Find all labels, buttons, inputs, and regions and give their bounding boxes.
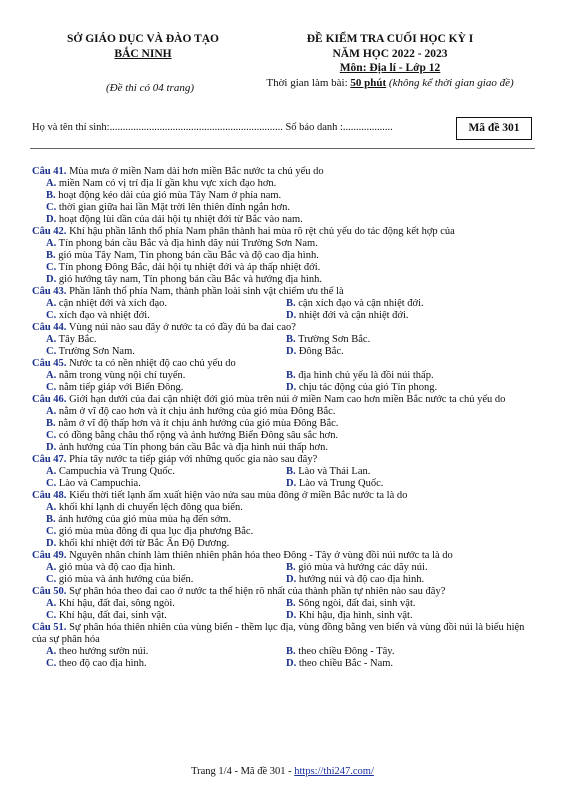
answer-option: [46, 574, 286, 586]
school-year: NĂM HỌC 2022 - 2023: [332, 47, 448, 60]
option-letter: C.: [46, 658, 57, 669]
option-text: nằm ở vĩ độ thấp hơn và ít chịu ảnh hưởng của gió mùa Đông Bắc.: [58, 418, 339, 429]
answer-options: [32, 370, 537, 394]
question-number: Câu 42.: [32, 226, 67, 237]
option-text: theo chiều Bắc - Nam.: [298, 658, 394, 669]
option-text: ảnh hưởng của gió mùa mùa hạ đến sớm.: [58, 514, 232, 525]
question-number: Câu 44.: [32, 322, 67, 333]
option-letter: B.: [46, 250, 56, 261]
answer-option: [46, 250, 537, 262]
question-item: [32, 586, 537, 622]
option-letter: D.: [286, 610, 297, 621]
page-footer: [0, 766, 565, 777]
option-row: [46, 298, 537, 310]
question-item: [32, 622, 537, 670]
option-letter: A.: [46, 238, 57, 249]
question-number: Câu 41.: [32, 166, 67, 177]
question-text: Phần lãnh thổ phía Nam, thành phần loài sinh vật chiếm ưu thế là: [69, 286, 344, 297]
option-text: Lào và Campuchia.: [58, 478, 141, 489]
option-text: ảnh hưởng của Tín phong bán cầu Bắc và địa hình núi thấp hơn.: [58, 442, 328, 453]
question-list: [32, 166, 537, 670]
option-text: theo chiều Đông - Tây.: [298, 646, 395, 657]
answer-option: [286, 298, 526, 310]
option-text: hoạt động kéo dài của gió mùa Tây Nam ở phía nam.: [58, 190, 282, 201]
option-letter: D.: [46, 274, 57, 285]
exam-code-box: Mã đề 301: [456, 117, 532, 140]
answer-option: [46, 202, 537, 214]
option-row: [46, 346, 537, 358]
option-letter: B.: [286, 562, 296, 573]
option-letter: A.: [46, 334, 57, 345]
option-text: Tín phong bán cầu Bắc và địa hình dãy núi Trường Sơn Nam.: [58, 238, 318, 249]
option-text: theo độ cao địa hình.: [58, 658, 147, 669]
option-text: chịu tác động của gió Tín phong.: [298, 382, 438, 393]
footer-link[interactable]: https://thi247.com/: [294, 766, 374, 777]
option-letter: A.: [46, 298, 57, 309]
option-text: gió mùa Tây Nam, Tín phong bán cầu Bắc và độ cao địa hình.: [58, 250, 319, 261]
answer-options: [32, 562, 537, 586]
answer-option: [46, 478, 286, 490]
question-stem: [32, 490, 537, 502]
option-letter: D.: [286, 310, 297, 321]
question-text: Vùng núi nào sau đây ở nước ta có đầy đủ ba đai cao?: [68, 322, 296, 333]
exam-header: [240, 32, 540, 90]
option-text: Lào và Thái Lan.: [298, 466, 371, 477]
answer-option: [286, 646, 526, 658]
option-letter: A.: [46, 502, 57, 513]
option-letter: D.: [286, 382, 297, 393]
question-text: Nước ta có nền nhiệt độ cao chủ yếu do: [69, 358, 236, 369]
question-item: [32, 490, 537, 550]
option-text: nhiệt đới và cận nhiệt đới.: [298, 310, 409, 321]
option-letter: B.: [286, 298, 296, 309]
answer-option: [46, 502, 537, 514]
footer-text: Trang 1/4 - Mã đề 301 -: [191, 766, 295, 777]
answer-option: [46, 406, 537, 418]
option-letter: A.: [46, 406, 57, 417]
option-text: gió mùa và hướng các dãy núi.: [298, 562, 428, 573]
question-number: Câu 43.: [32, 286, 67, 297]
answer-options: [32, 238, 537, 286]
question-stem: [32, 454, 537, 466]
option-text: xích đạo và nhiệt đới.: [58, 310, 150, 321]
option-text: khối khí lạnh di chuyển lệch đông qua biển.: [58, 502, 243, 513]
option-text: gió hướng tây nam, Tín phong bán cầu Bắc và hướng địa hình.: [58, 274, 323, 285]
answer-option: [46, 514, 537, 526]
option-row: [46, 370, 537, 382]
question-number: Câu 46.: [32, 394, 67, 405]
question-text: Giới hạn dưới của đai cận nhiệt đới gió mùa trên núi ở miền Nam cao hơn miền Bắc nước ta chủ yếu do: [69, 394, 506, 405]
option-letter: B.: [286, 598, 296, 609]
question-item: [32, 322, 537, 358]
option-row: [46, 382, 537, 394]
option-text: cận nhiệt đới và xích đạo.: [58, 298, 168, 309]
answer-option: [46, 430, 537, 442]
option-row: [46, 310, 537, 322]
question-item: [32, 550, 537, 586]
answer-options: [32, 598, 537, 622]
option-text: Trường Sơn Nam.: [58, 346, 135, 357]
question-text: Sự phân hóa thiên nhiên của vùng biển - thềm lục địa, vùng đồng bằng ven biển và vùng đồi núi là biểu hiện của sự phân hóa: [32, 622, 525, 645]
option-letter: B.: [286, 370, 296, 381]
answer-options: [32, 178, 537, 226]
option-letter: C.: [46, 202, 57, 213]
question-text: Mùa mưa ở miền Nam dài hơn miền Bắc nước ta chủ yếu do: [69, 166, 324, 177]
option-text: thời gian giữa hai lần Mặt trời lên thiên đỉnh ngắn hơn.: [58, 202, 290, 213]
option-text: có đồng bằng châu thổ rộng và ảnh hưởng Biển Đông sâu sắc hơn.: [58, 430, 339, 441]
answer-option: [286, 610, 526, 622]
option-row: [46, 334, 537, 346]
option-letter: D.: [286, 478, 297, 489]
option-letter: C.: [46, 346, 57, 357]
question-text: Nguyên nhân chính làm thiên nhiên phân hóa theo Đông - Tây ở vùng đồi núi nước ta là do: [69, 550, 453, 561]
option-letter: A.: [46, 646, 57, 657]
option-letter: C.: [46, 526, 57, 537]
option-text: nằm trong vùng nội chí tuyến.: [58, 370, 186, 381]
answer-option: [46, 442, 537, 454]
question-item: [32, 358, 537, 394]
option-text: Khí hậu, đất đai, sông ngòi.: [58, 598, 175, 609]
question-stem: [32, 358, 537, 370]
option-text: Tây Bắc.: [58, 334, 97, 345]
option-text: gió mùa mùa đông đi qua lục địa phương Bắc.: [58, 526, 254, 537]
page-count-note: (Đề thi có 04 trang): [106, 82, 194, 94]
option-text: nằm ở vĩ độ cao hơn và ít chịu ảnh hưởng của gió mùa Đông Bắc.: [58, 406, 336, 417]
option-letter: D.: [286, 658, 297, 669]
option-letter: B.: [46, 418, 56, 429]
option-text: gió mùa và độ cao địa hình.: [58, 562, 176, 573]
option-text: gió mùa và ảnh hưởng của biển.: [58, 574, 194, 585]
answer-option: [286, 382, 526, 394]
option-text: Tín phong Đông Bắc, dải hội tụ nhiệt đới và áp thấp nhiệt đới.: [58, 262, 321, 273]
answer-option: [46, 262, 537, 274]
option-row: [46, 646, 537, 658]
option-letter: C.: [46, 478, 57, 489]
question-number: Câu 45.: [32, 358, 67, 369]
question-stem: [32, 226, 537, 238]
option-letter: A.: [46, 562, 57, 573]
question-text: Sự phân hóa theo đai cao ở nước ta thể hiện rõ nhất của thành phần tự nhiên nào sau đây?: [69, 586, 446, 597]
question-item: [32, 394, 537, 454]
option-row: [46, 466, 537, 478]
answer-options: [32, 466, 537, 490]
option-letter: B.: [46, 514, 56, 525]
candidate-info-line: Họ và tên thí sinh:.................................................................. Số báo danh :...................: [32, 122, 393, 133]
answer-option: [286, 310, 526, 322]
question-stem: [32, 166, 537, 178]
option-letter: C.: [46, 610, 57, 621]
answer-option: [286, 562, 526, 574]
exam-title: ĐỀ KIỂM TRA CUỐI HỌC KỲ I: [306, 33, 474, 45]
answer-option: [46, 526, 537, 538]
option-letter: B.: [286, 646, 296, 657]
option-row: [46, 478, 537, 490]
option-letter: D.: [46, 538, 57, 549]
answer-options: [32, 334, 537, 358]
option-letter: A.: [46, 370, 57, 381]
school-header: [38, 32, 248, 61]
question-number: Câu 47.: [32, 454, 67, 465]
option-text: Trường Sơn Bắc.: [298, 334, 371, 345]
question-number: Câu 50.: [32, 586, 67, 597]
province-name: BẮC NINH: [114, 47, 172, 60]
answer-option: [46, 334, 286, 346]
option-letter: C.: [46, 574, 57, 585]
option-row: [46, 610, 537, 622]
answer-option: [46, 370, 286, 382]
option-letter: B.: [46, 190, 56, 201]
option-text: Đông Bắc.: [298, 346, 344, 357]
option-row: [46, 598, 537, 610]
answer-option: [46, 418, 537, 430]
answer-option: [46, 610, 286, 622]
option-letter: D.: [46, 442, 57, 453]
answer-option: [46, 658, 286, 670]
option-text: Sông ngòi, đất đai, sinh vật.: [298, 598, 416, 609]
option-text: khối khí nhiệt đới từ Bắc Ấn Độ Dương.: [58, 538, 230, 549]
answer-options: [32, 406, 537, 454]
option-letter: C.: [46, 430, 57, 441]
option-text: hướng núi và độ cao địa hình.: [298, 574, 425, 585]
answer-option: [46, 598, 286, 610]
option-row: [46, 562, 537, 574]
option-text: Lào và Trung Quốc.: [298, 478, 384, 489]
option-row: [46, 658, 537, 670]
answer-option: [46, 238, 537, 250]
answer-option: [286, 658, 526, 670]
answer-option: [286, 574, 526, 586]
department-name: SỞ GIÁO DỤC VÀ ĐÀO TẠO: [67, 33, 219, 45]
option-letter: A.: [46, 598, 57, 609]
question-text: Khí hậu phần lãnh thổ phía Nam phân thành hai mùa rõ rệt chủ yếu do tác động kết hợp của: [69, 226, 455, 237]
option-letter: C.: [46, 262, 57, 273]
option-letter: C.: [46, 310, 57, 321]
option-letter: D.: [286, 346, 297, 357]
question-stem: [32, 286, 537, 298]
answer-option: [46, 214, 537, 226]
answer-option: [46, 646, 286, 658]
answer-option: [46, 538, 537, 550]
question-text: Phía tây nước ta tiếp giáp với những quốc gia nào sau đây?: [69, 454, 318, 465]
option-text: theo hướng sườn núi.: [58, 646, 149, 657]
answer-option: [286, 334, 526, 346]
option-letter: B.: [286, 334, 296, 345]
answer-option: [46, 298, 286, 310]
answer-option: [46, 178, 537, 190]
question-item: [32, 166, 537, 226]
answer-option: [46, 466, 286, 478]
answer-option: [286, 370, 526, 382]
option-letter: C.: [46, 382, 57, 393]
option-letter: A.: [46, 466, 57, 477]
option-text: cận xích đạo và cận nhiệt đới.: [298, 298, 424, 309]
header-divider: [30, 148, 535, 149]
option-letter: D.: [286, 574, 297, 585]
option-text: miền Nam có vị trí địa lí gần khu vực xích đạo hơn.: [58, 178, 277, 189]
answer-option: [286, 346, 526, 358]
option-letter: A.: [46, 178, 57, 189]
question-stem: [32, 322, 537, 334]
option-letter: D.: [46, 214, 57, 225]
question-stem: [32, 622, 537, 646]
answer-option: [46, 562, 286, 574]
option-text: Campuchia và Trung Quốc.: [58, 466, 175, 477]
option-text: địa hình chủ yếu là đồi núi thấp.: [298, 370, 434, 381]
answer-options: [32, 646, 537, 670]
question-item: [32, 226, 537, 286]
question-stem: [32, 550, 537, 562]
question-number: Câu 48.: [32, 490, 67, 501]
question-stem: [32, 586, 537, 598]
answer-option: [46, 190, 537, 202]
answer-option: [46, 274, 537, 286]
answer-option: [46, 310, 286, 322]
option-text: hoạt động lùi dần của dải hội tụ nhiệt đới từ Bắc vào nam.: [58, 214, 303, 225]
answer-option: [286, 466, 526, 478]
question-number: Câu 49.: [32, 550, 67, 561]
subject-line: Môn: Địa lí - Lớp 12: [339, 62, 441, 74]
option-text: nằm tiếp giáp với Biển Đông.: [58, 382, 184, 393]
question-text: Kiểu thời tiết lạnh ẩm xuất hiện vào nửa sau mùa đông ở miền Bắc nước ta là do: [69, 490, 408, 501]
answer-option: [46, 382, 286, 394]
answer-option: [46, 346, 286, 358]
option-letter: B.: [286, 466, 296, 477]
question-number: Câu 51.: [32, 622, 67, 633]
question-item: [32, 286, 537, 322]
answer-options: [32, 298, 537, 322]
answer-option: [286, 478, 526, 490]
time-limit: Thời gian làm bài: 50 phút (không kể thời gian giao đề): [266, 76, 514, 89]
answer-options: [32, 502, 537, 550]
answer-option: [286, 598, 526, 610]
option-text: Khí hậu, đất đai, sinh vật.: [58, 610, 167, 621]
option-row: [46, 574, 537, 586]
question-item: [32, 454, 537, 490]
question-stem: [32, 394, 537, 406]
option-text: Khí hậu, địa hình, sinh vật.: [298, 610, 413, 621]
